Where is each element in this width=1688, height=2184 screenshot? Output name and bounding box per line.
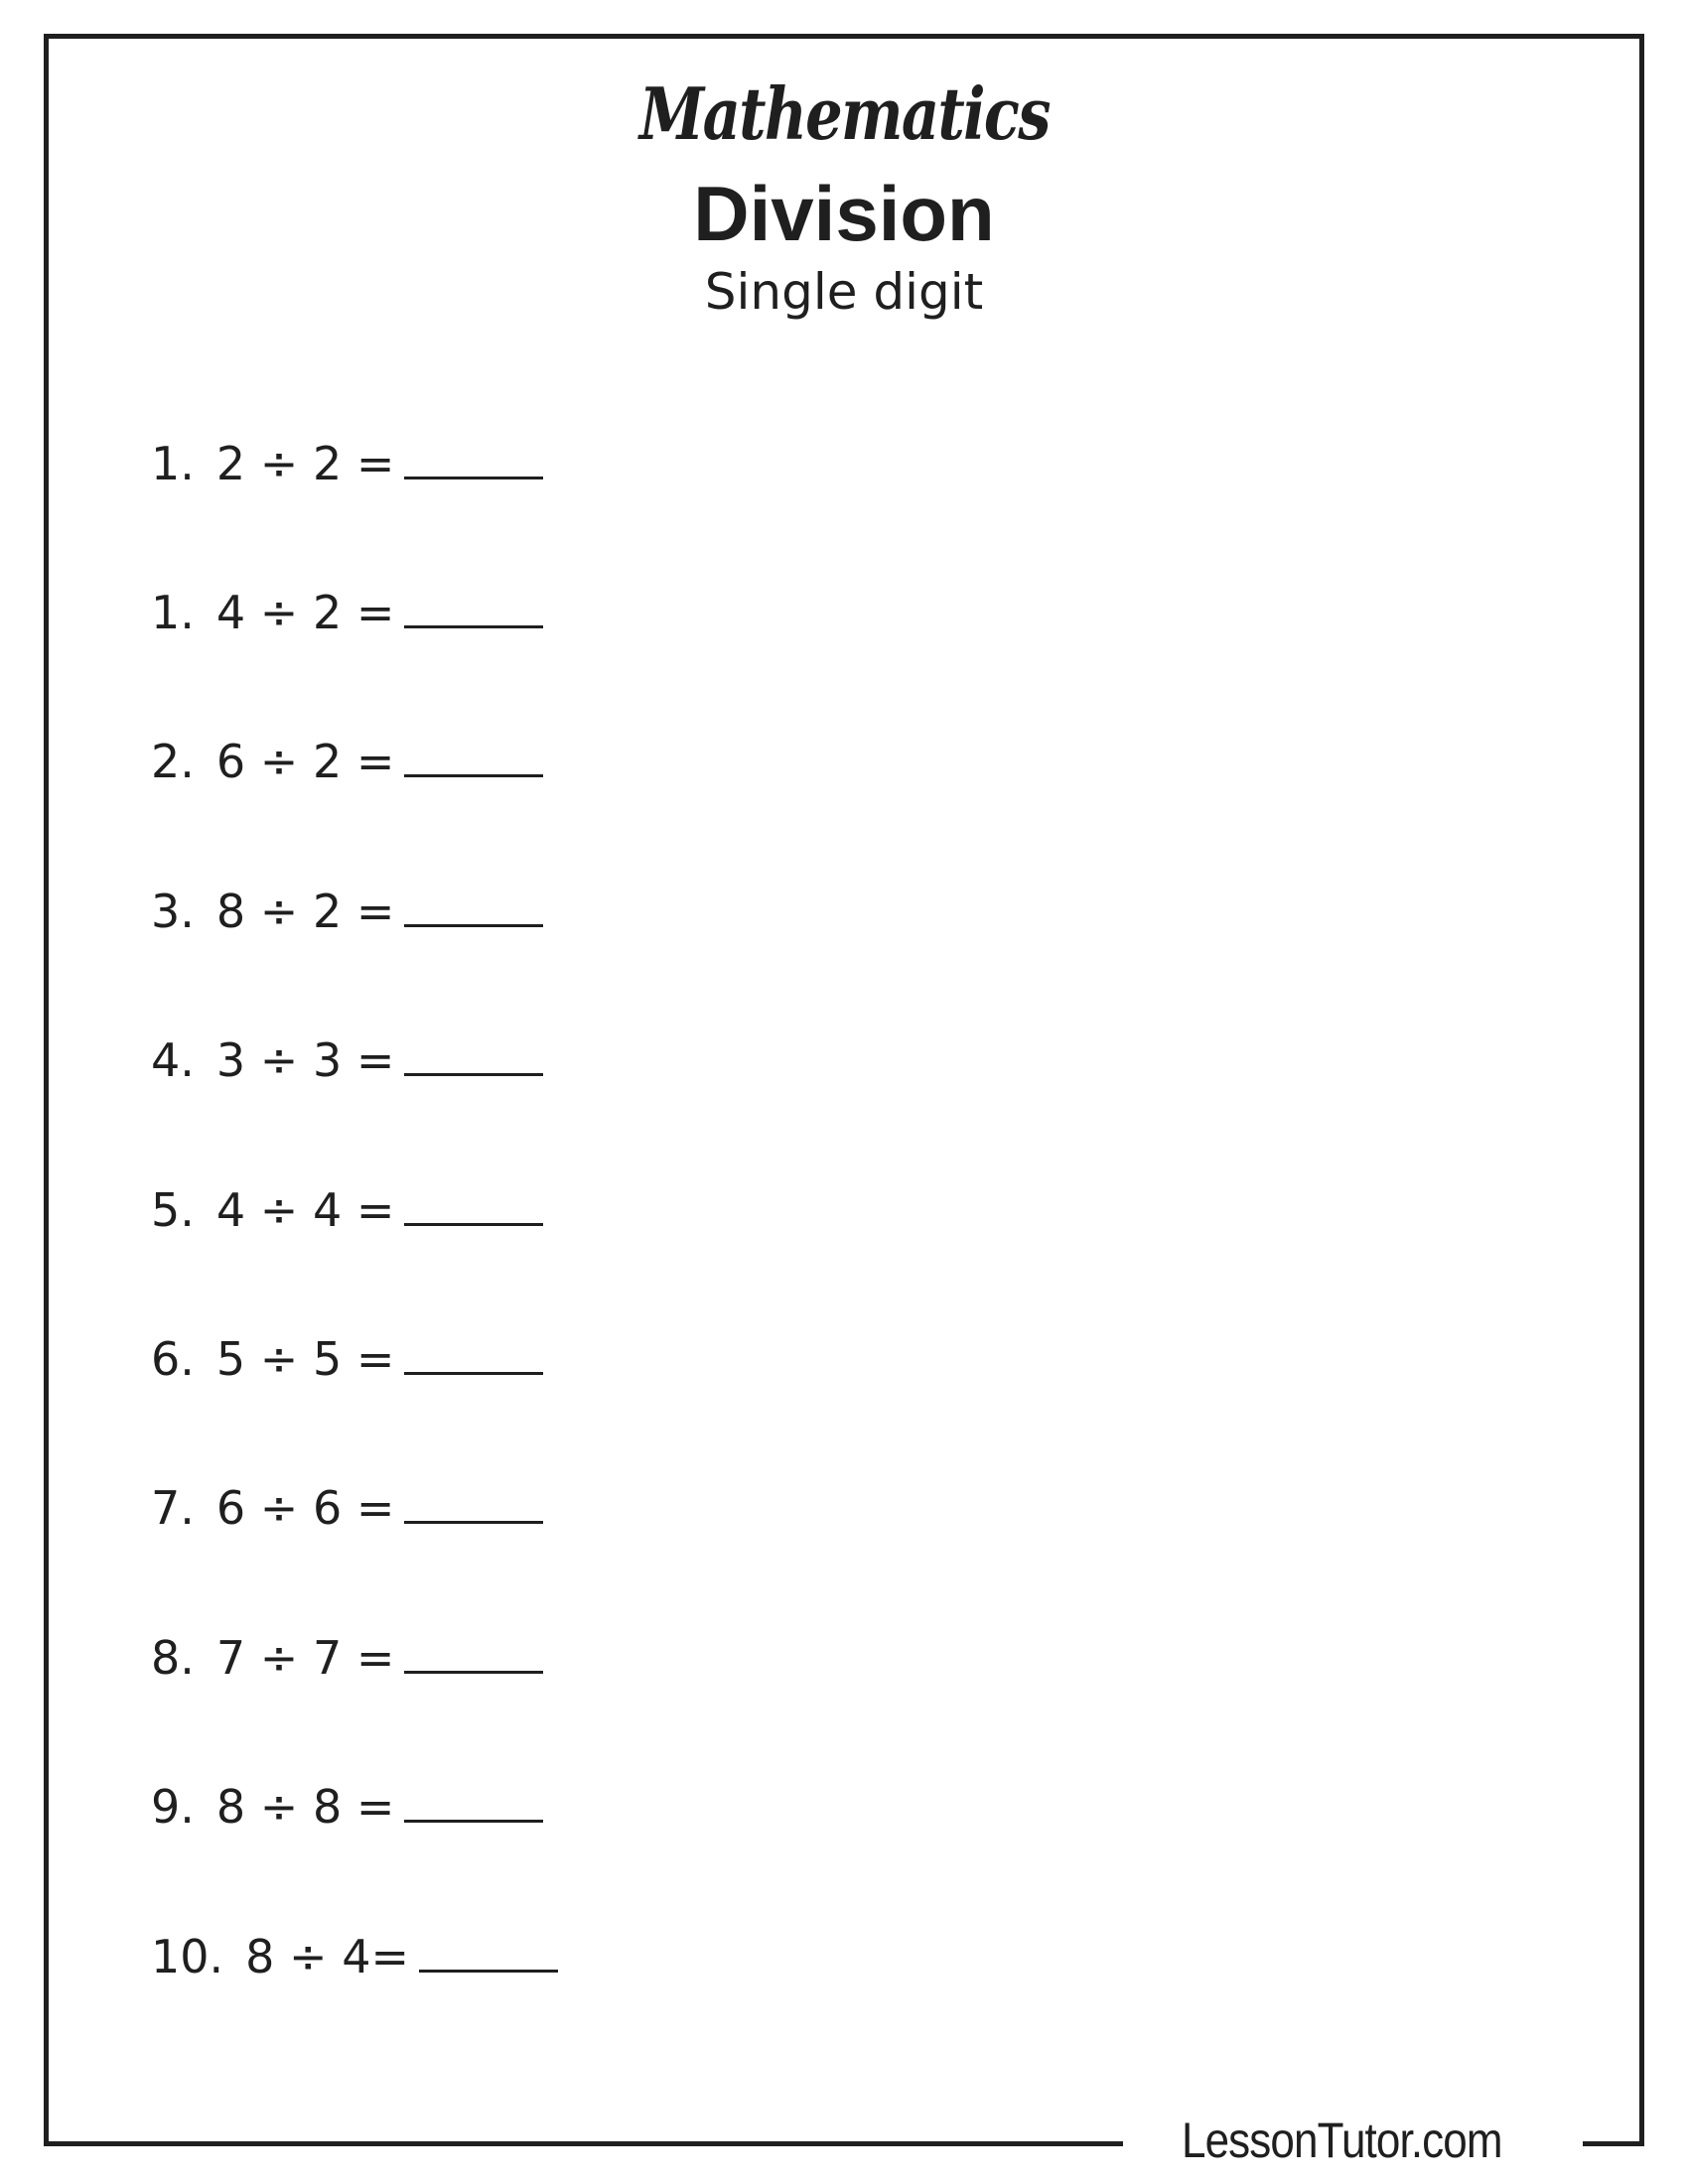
problem-item — [151, 437, 543, 506]
worksheet-header — [0, 60, 1688, 322]
problem-number: 4. — [151, 1033, 195, 1087]
problem-number: 5. — [151, 1183, 195, 1237]
problem-number: 10. — [151, 1930, 224, 1983]
answer-blank[interactable] — [404, 735, 543, 777]
problem-expression: 4 ÷ 2 = — [215, 586, 395, 639]
frame-bottom-border-left — [44, 2141, 1123, 2146]
frame-top-border — [44, 34, 1644, 39]
answer-blank[interactable] — [404, 437, 543, 479]
problem-expression: 8 ÷ 8 = — [215, 1780, 395, 1834]
problem-item — [151, 586, 543, 655]
problem-item — [151, 885, 543, 954]
frame-left-border — [44, 34, 49, 2146]
answer-blank[interactable] — [404, 1332, 543, 1375]
problem-item — [151, 1631, 543, 1701]
frame-right-border — [1639, 34, 1644, 2146]
answer-blank[interactable] — [404, 1481, 543, 1524]
answer-blank[interactable] — [404, 1033, 543, 1076]
answer-blank[interactable] — [404, 1780, 543, 1823]
worksheet-title: Division — [693, 170, 995, 257]
problem-item — [151, 1033, 543, 1103]
problem-expression: 8 ÷ 4= — [245, 1930, 410, 1983]
problem-expression: 6 ÷ 6 = — [215, 1481, 395, 1535]
problem-item — [151, 1332, 543, 1402]
worksheet-subtitle: Single digit — [704, 263, 984, 321]
problem-item — [151, 1481, 543, 1551]
subject-heading: Mathematics — [638, 71, 1050, 156]
problem-number: 1. — [151, 586, 195, 639]
answer-blank[interactable] — [404, 1183, 543, 1226]
problem-item — [151, 1780, 543, 1849]
problem-item — [151, 735, 543, 804]
problem-expression: 7 ÷ 7 = — [215, 1631, 395, 1685]
problem-expression: 2 ÷ 2 = — [215, 437, 395, 490]
problem-number: 1. — [151, 437, 195, 490]
problem-expression: 8 ÷ 2 = — [215, 885, 395, 938]
problem-expression: 4 ÷ 4 = — [215, 1183, 395, 1237]
frame-bottom-border-right — [1583, 2141, 1644, 2146]
answer-blank[interactable] — [404, 586, 543, 628]
problem-number: 6. — [151, 1332, 195, 1386]
problem-number: 3. — [151, 885, 195, 938]
problem-number: 2. — [151, 735, 195, 788]
problem-number: 7. — [151, 1481, 195, 1535]
problem-expression: 5 ÷ 5 = — [215, 1332, 395, 1386]
problem-item — [151, 1183, 543, 1253]
problem-number: 8. — [151, 1631, 195, 1685]
answer-blank[interactable] — [404, 1631, 543, 1674]
problem-expression: 3 ÷ 3 = — [215, 1033, 395, 1087]
answer-blank[interactable] — [419, 1930, 558, 1973]
problem-item — [151, 1930, 558, 1999]
footer-brand: LessonTutor.com — [1182, 2113, 1502, 2168]
answer-blank[interactable] — [404, 885, 543, 927]
problem-expression: 6 ÷ 2 = — [215, 735, 395, 788]
problem-number: 9. — [151, 1780, 195, 1834]
